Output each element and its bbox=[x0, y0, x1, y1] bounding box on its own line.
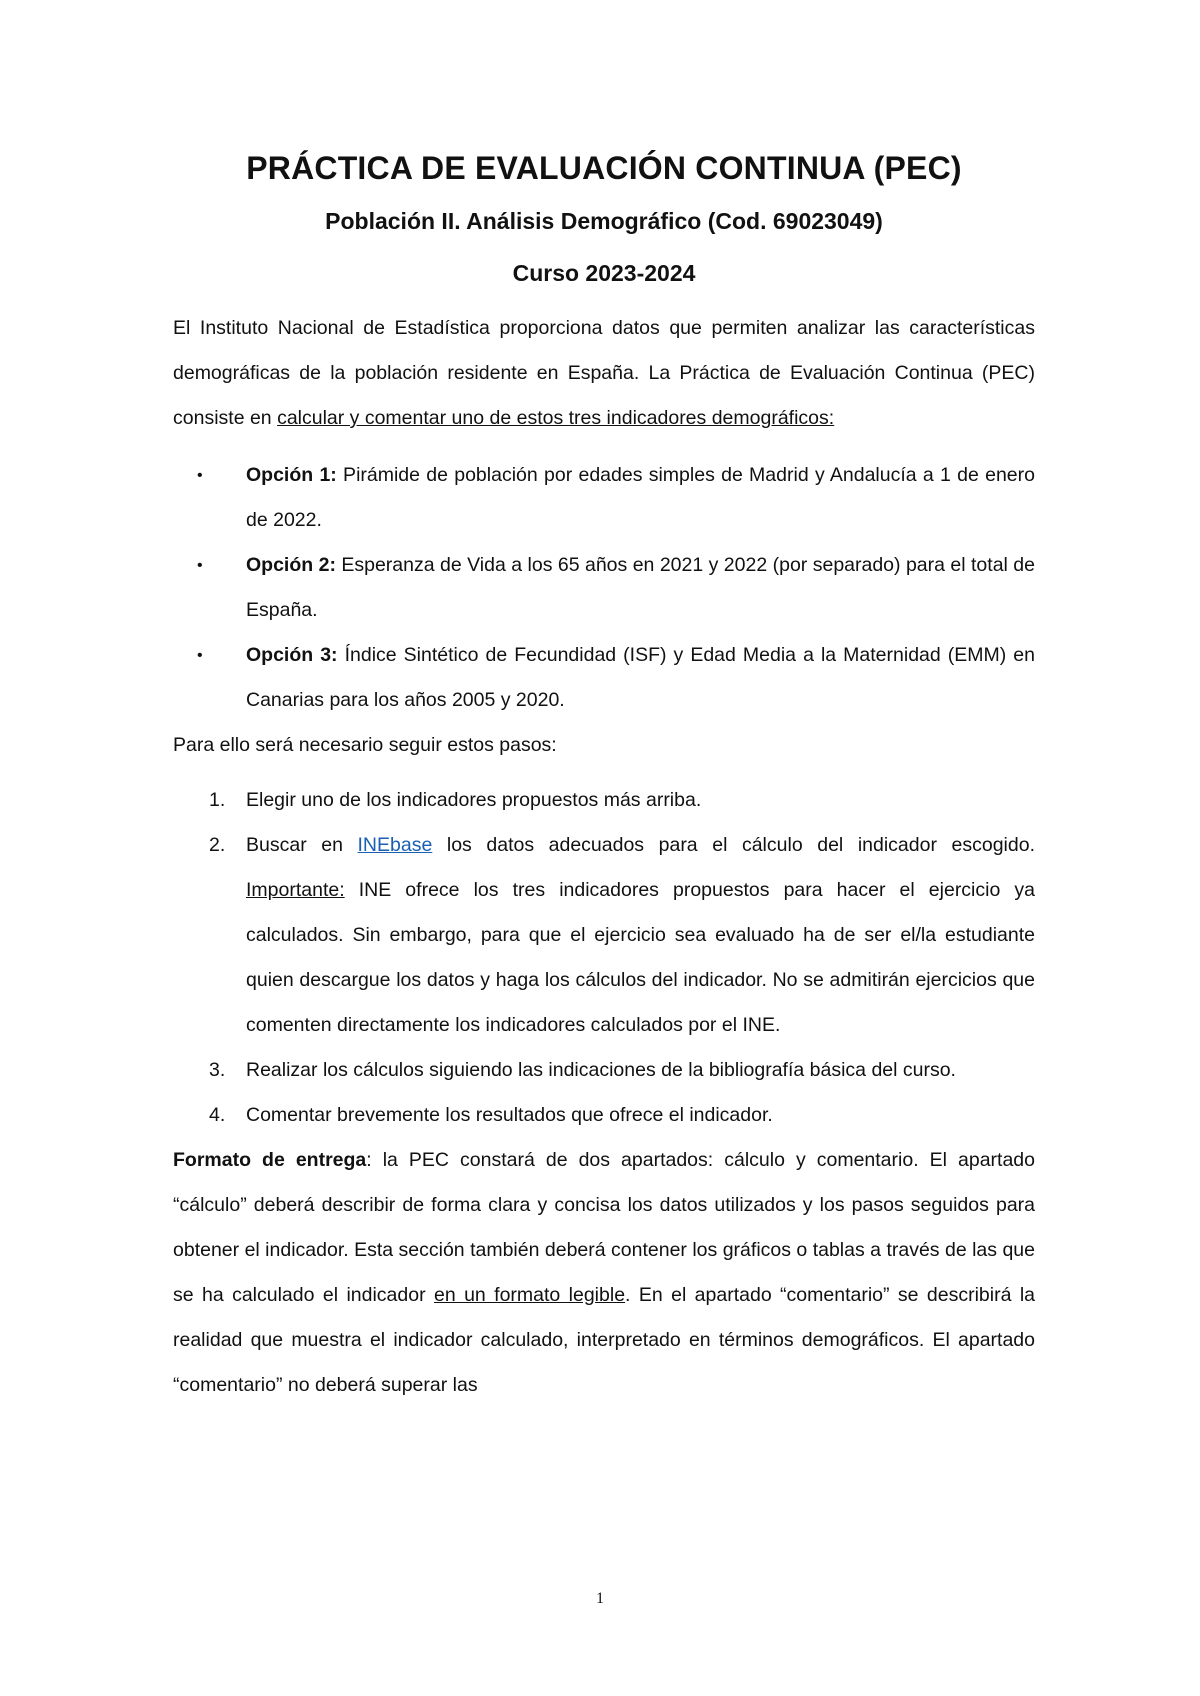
important-label: Importante: bbox=[246, 879, 345, 901]
step-number: 2. bbox=[209, 834, 226, 856]
step-text: Elegir uno de los indicadores propuestos más arriba. bbox=[246, 789, 702, 811]
step-text: Realizar los cálculos siguiendo las indicaciones de la bibliografía básica del curso. bbox=[246, 1059, 956, 1081]
option-item-1 bbox=[173, 453, 1035, 543]
option-text: Índice Sintético de Fecundidad (ISF) y Edad Media a la Maternidad (EMM) en Canarias para los años 2005 y 2020. bbox=[246, 644, 1035, 711]
course-year: Curso 2023-2024 bbox=[512, 260, 696, 286]
format-underlined-text: en un formato legible bbox=[433, 1284, 626, 1306]
option-item-3 bbox=[173, 633, 1035, 723]
step-text-before-link: Buscar en bbox=[246, 834, 358, 856]
format-colon: : bbox=[366, 1149, 372, 1171]
step-text: Comentar brevemente los resultados que ofrece el indicador. bbox=[246, 1104, 773, 1126]
intro-paragraph bbox=[173, 306, 1035, 441]
document-title: PRÁCTICA DE EVALUACIÓN CONTINUA (PEC) bbox=[246, 150, 962, 186]
bullet-icon: • bbox=[197, 467, 203, 484]
steps-list bbox=[173, 778, 1035, 1138]
page-number: 1 bbox=[596, 1590, 604, 1607]
intro-text: El Instituto Nacional de Estadística proporciona datos que permiten analizar las características demográficas de la población residente en España. La Práctica de Evaluación Continua (PEC) consiste en bbox=[173, 317, 1035, 429]
format-text: la PEC constará de dos apartados: cálculo y comentario. El apartado “cálculo” deberá describir de forma clara y concisa los datos utilizados y los pasos seguidos para obtener el indicador. Esta sección también deberá contener los gráficos o tablas a través de las que se ha calculado el indicador bbox=[173, 1149, 1035, 1306]
option-label: Opción 2: bbox=[246, 554, 336, 576]
step-number: 3. bbox=[209, 1059, 226, 1081]
document-content bbox=[173, 148, 1035, 1408]
format-label: Formato de entrega bbox=[173, 1149, 367, 1171]
option-text: Pirámide de población por edades simples de Madrid y Andalucía a 1 de enero de 2022. bbox=[246, 464, 1035, 531]
step-item-1 bbox=[173, 778, 1035, 823]
format-paragraph bbox=[173, 1138, 1035, 1408]
option-label: Opción 3: bbox=[246, 644, 338, 666]
important-text: INE ofrece los tres indicadores propuestos para hacer el ejercicio ya calculados. Sin embargo, para que el ejercicio sea evaluado ha de ser el/la estudiante quien descargue los datos y haga los cálculos del indicador. No se admitirán ejercicios que comenten directamente los indicadores calculados por el INE. bbox=[246, 879, 1035, 1036]
bullet-icon: • bbox=[197, 557, 203, 574]
steps-intro: Para ello será necesario seguir estos pasos: bbox=[173, 734, 557, 756]
option-item-2 bbox=[173, 543, 1035, 633]
intro-underlined-text: calcular y comentar uno de estos tres indicadores demográficos: bbox=[277, 407, 835, 429]
bullet-icon: • bbox=[197, 647, 203, 664]
format-text-end: . En el apartado “comentario” se describirá la realidad que muestra el indicador calculado, interpretado en términos demográficos. El apartado “comentario” no deberá superar las bbox=[173, 1284, 1036, 1396]
step-item-4 bbox=[173, 1093, 1035, 1138]
options-list bbox=[173, 453, 1035, 723]
step-number: 1. bbox=[209, 789, 226, 811]
inebase-link[interactable]: INEbase bbox=[357, 834, 433, 856]
option-label: Opción 1: bbox=[246, 464, 337, 486]
step-text-after-link: los datos adecuados para el cálculo del indicador escogido. bbox=[432, 834, 1035, 856]
step-item-2 bbox=[173, 823, 1035, 1048]
step-number: 4. bbox=[209, 1104, 226, 1126]
document-subtitle: Población II. Análisis Demográfico (Cod. 69023049) bbox=[325, 208, 883, 234]
option-text: Esperanza de Vida a los 65 años en 2021 y 2022 (por separado) para el total de España. bbox=[246, 554, 1035, 621]
step-item-3 bbox=[173, 1048, 1035, 1093]
